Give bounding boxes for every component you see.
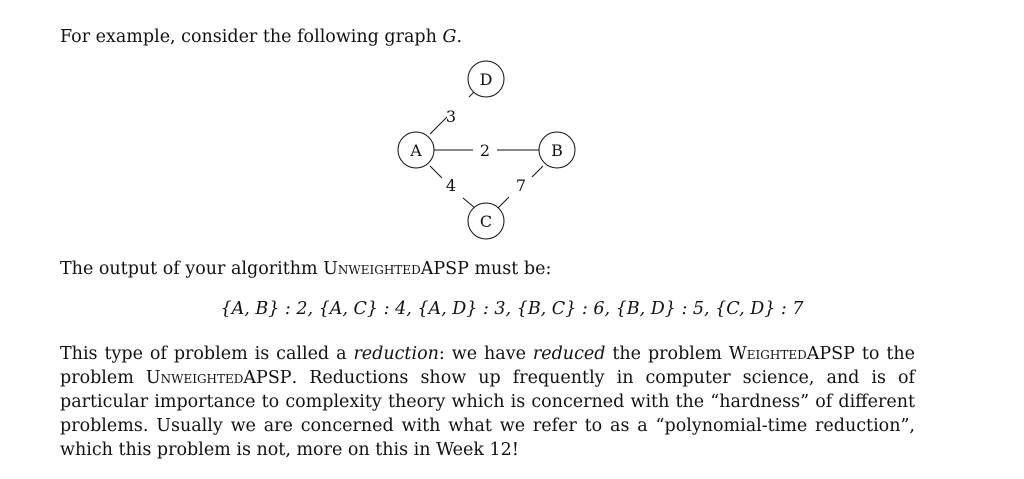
graph-figure bbox=[380, 56, 600, 246]
node-b-label: B bbox=[551, 141, 563, 160]
para-text-1: This type of problem is called a bbox=[60, 344, 354, 364]
algorithm-name: UnweightedAPSP bbox=[323, 259, 469, 279]
edge-a-d bbox=[430, 117, 447, 134]
graph-name: G bbox=[442, 27, 457, 47]
term-reduced: reduced bbox=[532, 344, 606, 364]
reduction-paragraph bbox=[60, 342, 915, 462]
output-sentence bbox=[60, 258, 551, 280]
output-prefix: The output of your algorithm bbox=[60, 259, 324, 279]
node-a-label: A bbox=[410, 141, 422, 160]
apsp-result: {A, B} : 2, {A, C} : 4, {A, D} : 3, {B, C} : 6, {B, D} : 5, {C, D} : 7 bbox=[220, 299, 804, 319]
edge-b-c-end bbox=[498, 197, 509, 208]
edge-a-c-end bbox=[463, 198, 475, 208]
para-text-5: . Reductions show up frequently in computer science, and is of particular importance to complexity theory which is concerned with the “hardness” of different problems. Usually we are concerned with what we refer to as a “polynomial-time reduction”, which this problem is not, more on this in Week 12! bbox=[60, 368, 915, 460]
edge-weight-a-b: 2 bbox=[479, 141, 491, 160]
node-d-label: D bbox=[479, 70, 493, 89]
intro-sentence bbox=[60, 26, 462, 48]
intro-end: . bbox=[456, 27, 463, 47]
para-text-3: the problem bbox=[605, 344, 729, 364]
output-suffix: must be: bbox=[468, 259, 552, 279]
unweighted-apsp-name: UnweightedAPSP bbox=[145, 368, 292, 388]
node-c-label: C bbox=[479, 212, 493, 231]
term-reduction: reduction bbox=[353, 344, 439, 364]
edge-weight-a-d: 3 bbox=[445, 107, 457, 126]
weighted-apsp-name: WeightedAPSP bbox=[728, 344, 855, 364]
graph-svg bbox=[380, 56, 600, 246]
edge-weight-a-c: 4 bbox=[445, 176, 457, 195]
edge-b-c bbox=[532, 166, 543, 177]
para-text-2: : we have bbox=[438, 344, 533, 364]
edge-weight-b-c: 7 bbox=[515, 176, 527, 195]
edge-a-c bbox=[430, 166, 442, 178]
para-text-4: to the problem bbox=[60, 344, 915, 388]
intro-text: For example, consider the following graph bbox=[60, 27, 443, 47]
